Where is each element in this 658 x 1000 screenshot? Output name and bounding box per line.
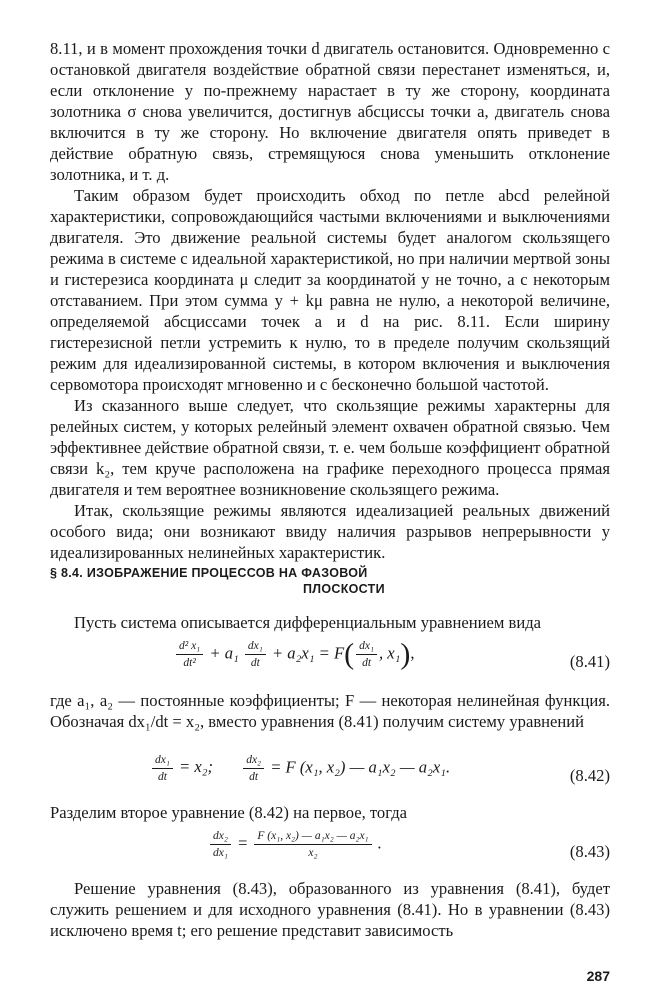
right-paren: ) <box>400 637 411 671</box>
left-paren: ( <box>344 637 355 671</box>
paragraph-last: Решение уравнения (8.43), образованного из уравнения (8.41), будет служить решением и для исходного уравнения (8.41). Но в уравнении (8.43) исключено время t; его решение представит зависимость <box>50 879 610 940</box>
numerator: dx₁ <box>356 638 377 655</box>
top-text-block <box>50 38 610 563</box>
numerator: d² x₁ <box>176 638 203 655</box>
denominator: dt² <box>183 657 196 669</box>
term: , x₁ <box>378 643 401 663</box>
numerator: dx₂ <box>210 828 231 845</box>
term: = x₂; <box>179 757 214 777</box>
term: = F (x₁, x₂) — a₁x₂ — a₂x₁. <box>270 757 451 777</box>
denominator: dx₁ <box>213 847 228 859</box>
numerator: dx₁ <box>245 638 266 655</box>
paragraph-after-8-41: где a₁, a₂ — постоянные коэффициенты; F — некоторая нелинейная функция. Обозначая dx₁/dt = x₂, вместо уравнения (8.41) получим систему уравнений <box>50 691 610 731</box>
numerator: F (x₁, x₂) — a₁x₂ — a₂x₁ <box>254 828 371 845</box>
term: . <box>377 833 382 853</box>
fraction <box>152 752 173 785</box>
paragraph-intro: Пусть система описывается дифференциальным уравнением вида <box>74 613 542 632</box>
section-heading <box>50 566 610 596</box>
equation-number-8-43: (8.43) <box>569 842 610 861</box>
equation-8-43 <box>50 828 610 878</box>
denominator: dt <box>249 771 259 783</box>
paragraph-2: Таким образом будет происходить обход по петле abcd релейной характеристики, сопровождающийся частыми включениями и выключениями двигателя. Это движение реальной системы будет аналогом скользящего режима в системе с идеальной характеристикой, но при наличии мертвой зоны и гистерезиса координата μ следит за координатой y не точно, а с некоторым отставанием. При этом сумма y + kμ равна не нулю, а некоторой величине, определяемой абсциссами точек a и d на рис. 8.11. Если ширину гистерезисной петли устремить к нулю, то в пределе получим скользящий режим для идеализированной системы, в котором включения и выключения сервомотора происходят мгновенно и с бесконечно большой частотой. <box>50 186 610 394</box>
paragraph-1: 8.11, и в момент прохождения точки d двигатель остановится. Одновременно с остановкой двигателя воздействие обратной связи перестанет изменяться, и, если отклонение y по-прежнему нарастает в ту же сторону, координата золотника σ снова увеличится, достигнув абсциссы точки a, двигатель снова включится в ту же сторону. Но включение двигателя опять приведет в действие обратную связь, стремящуюся снова уменьшить отклонение золотника, и т. д. <box>50 39 610 184</box>
numerator: dx₂ <box>243 752 264 769</box>
numerator: dx₁ <box>152 752 173 769</box>
fraction <box>245 638 266 671</box>
fraction <box>254 828 371 861</box>
equation-number-8-42: (8.42) <box>569 766 610 785</box>
equation-8-43-formula <box>208 828 382 861</box>
fraction <box>210 828 231 861</box>
denominator: dt <box>250 657 260 669</box>
text-after-8-41 <box>50 690 610 732</box>
fraction <box>356 638 377 671</box>
denominator: dt <box>362 657 372 669</box>
equation-8-41 <box>50 638 610 688</box>
text-after-8-43 <box>50 878 610 941</box>
equation-8-42 <box>50 752 610 802</box>
section-heading-line2: ПЛОСКОСТИ <box>303 582 385 596</box>
intro-text <box>50 612 610 633</box>
section-heading-line1: § 8.4. ИЗОБРАЖЕНИЕ ПРОЦЕССОВ НА ФАЗОВОЙ <box>50 566 368 580</box>
term: = <box>237 833 249 853</box>
fraction <box>243 752 264 785</box>
paragraph-before-8-43: Разделим второе уравнение (8.42) на первое, тогда <box>50 803 408 822</box>
equation-8-42-formula <box>150 752 450 785</box>
denominator: dt <box>157 771 167 783</box>
equation-number-8-41: (8.41) <box>569 652 610 671</box>
denominator: x₂ <box>308 847 318 859</box>
term: + a₂x₁ = F <box>271 643 345 663</box>
text-before-8-43 <box>50 802 610 823</box>
paragraph-4: Итак, скользящие режимы являются идеализацией реальных движений особого вида; они возникают ввиду наличия разрывов непрерывности у идеализированных нелинейных характеристик. <box>50 501 610 562</box>
fraction <box>176 638 203 671</box>
paragraph-3: Из сказанного выше следует, что скользящие режимы характерны для релейных систем, у которых релейный элемент охвачен обратной связью. Чем эффективнее действие обратной связи, т. е. чем больше коэффициент обратной связи k₂, тем круче расположена на графике переходного процесса прямая двигателя и тем вероятнее возникновение скользящего режима. <box>50 396 610 499</box>
term: + a₁ <box>209 643 239 663</box>
page-number: 287 <box>586 968 610 984</box>
equation-8-41-formula: $\frac{\text{d² x₁}}{\text{dt²}}$ + a₁ $\frac{\text{dx₁}}{dt}$ + a₂x₁ = F( $\frac{\text{dx₁}}{dt}$ , x₁), <box>174 638 415 671</box>
